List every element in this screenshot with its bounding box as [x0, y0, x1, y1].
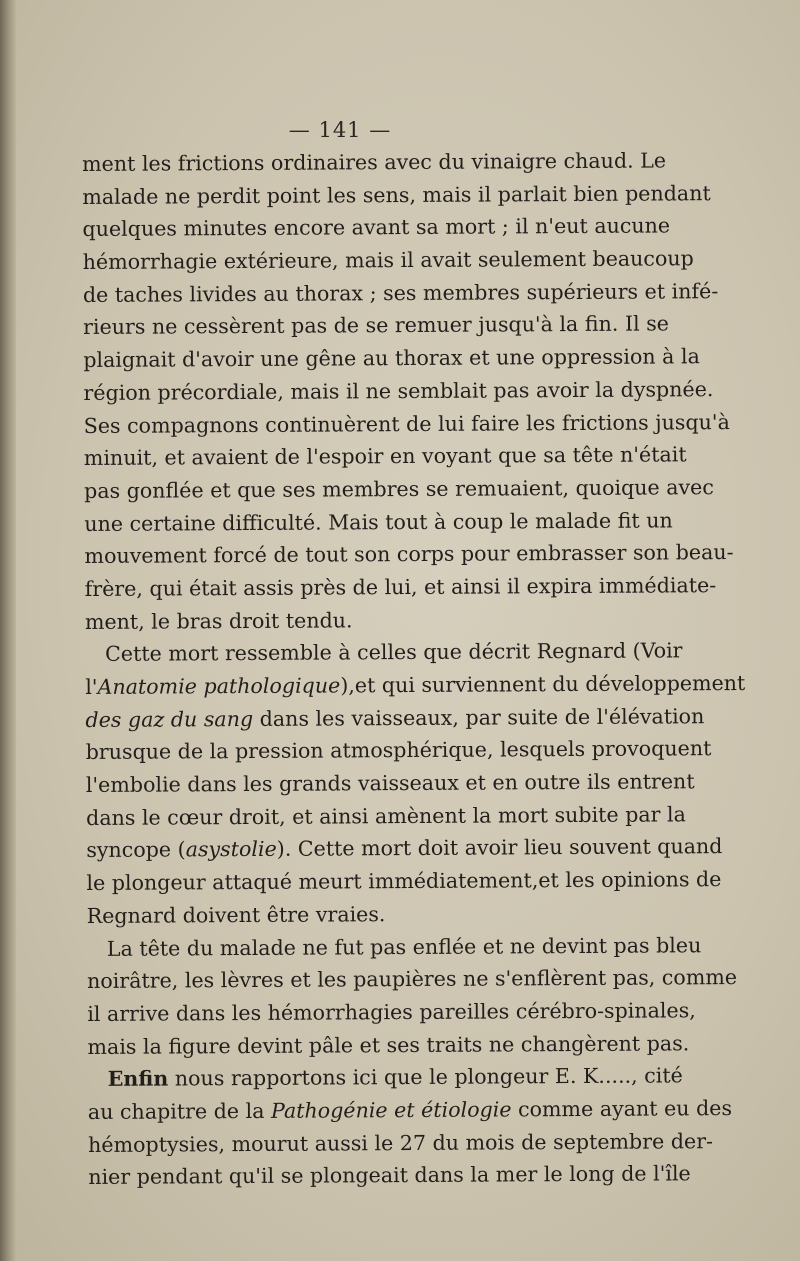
text-line [84, 570, 717, 606]
text-line [83, 406, 730, 442]
text-segment: plaignait d'avoir une gêne au thorax et une oppression à la [83, 344, 700, 373]
text-line [82, 145, 667, 181]
text-line [85, 635, 683, 671]
text-line [87, 896, 647, 932]
text-segment: une certaine difficulté. Mais tout à coup le malade fit un [84, 507, 673, 536]
text-line [85, 700, 705, 736]
text-line [83, 341, 700, 377]
text-segment: Regnard doivent être vraies. [86, 901, 386, 928]
italic-text: des gaz du sang [85, 706, 254, 732]
text-line [87, 929, 702, 965]
italic-text: Anatomie pathologique [97, 673, 341, 699]
text-line [83, 439, 687, 475]
text-line [87, 962, 738, 998]
text-line [87, 1027, 690, 1063]
text-segment: ),et qui surviennent du développement [340, 670, 746, 698]
book-spine-shadow [0, 0, 16, 1261]
text-segment: Ses compagnons continuèrent de lui faire les frictions jusqu'à [83, 409, 730, 438]
text-segment: de taches livides au thorax ; ses membres supérieurs et infé- [82, 278, 719, 307]
text-line [86, 798, 686, 834]
text-line [88, 1125, 714, 1161]
text-line [82, 275, 719, 311]
text-line [85, 602, 645, 638]
text-segment: région précordiale, mais il ne semblait pas avoir la dyspnée. [83, 376, 714, 405]
text-line [86, 831, 723, 867]
text-line [84, 471, 714, 507]
text-line [85, 733, 712, 769]
text-segment: l' [85, 674, 98, 699]
text-segment: minuit, et avaient de l'espoir en voyant que sa tête n'était [83, 442, 687, 471]
text-line [82, 243, 694, 279]
italic-text: asystolie [185, 837, 277, 862]
text-line [87, 994, 696, 1030]
text-segment: mouvement forcé de tout son corps pour embrasser son beau- [84, 540, 734, 569]
bold-text: Enfin [107, 1066, 169, 1092]
text-segment: il arrive dans les hémorrhagies pareilles cérébro-spinales, [87, 998, 696, 1026]
text-segment: malade ne perdit point les sens, mais il parlait bien pendant [82, 180, 711, 209]
text-segment: ). Cette mort doit avoir lieu souvent quand [276, 834, 723, 862]
text-segment: hémoptysies, mourut aussi le 27 du mois de septembre der- [88, 1128, 714, 1157]
text-line [85, 668, 746, 704]
text-segment: frère, qui était assis près de lui, et ainsi il expira immédiate- [84, 573, 717, 601]
text-line [82, 210, 671, 246]
text-segment: noirâtre, les lèvres et les paupières ne s'enflèrent pas, comme [87, 965, 738, 994]
text-line [84, 504, 673, 540]
text-segment: La tête du malade ne fut pas enflée et ne devint pas bleu [106, 932, 702, 961]
text-segment: mais la figure devint pâle et ses traits ne changèrent pas. [87, 1030, 690, 1059]
text-line [84, 537, 734, 573]
text-segment: dans le cœur droit, et ainsi amènent la mort subite par la [86, 802, 686, 830]
text-segment: nier pendant qu'il se plongeait dans la mer le long de l'île [88, 1161, 691, 1190]
text-segment: le plongeur attaqué meurt immédiatement,et les opinions de [86, 867, 722, 896]
text-line [83, 308, 670, 344]
text-segment: ment les frictions ordinaires avec du vinaigre chaud. Le [82, 148, 667, 176]
text-line [87, 1092, 733, 1128]
text-segment: l'embolie dans les grands vaisseaux et en outre ils entrent [85, 769, 695, 798]
text-segment: hémorrhagie extérieure, mais il avait seulement beaucoup [82, 246, 694, 275]
text-segment: au chapitre de la [87, 1098, 272, 1124]
text-line [88, 1158, 691, 1194]
body-text [82, 145, 746, 1194]
text-segment: syncope ( [86, 837, 186, 863]
text-line [82, 177, 711, 213]
text-segment: brusque de la pression atmosphérique, lesquels provoquent [85, 736, 712, 765]
page-number: — 141 — [288, 118, 392, 142]
text-line [83, 373, 714, 409]
text-segment: pas gonflée et que ses membres se remuaient, quoique avec [84, 475, 714, 503]
italic-text: Pathogénie et étiologie [270, 1097, 512, 1123]
text-segment: dans les vaisseaux, par suite de l'élévation [253, 703, 705, 731]
text-segment: nous rapportons ici que le plongeur E. K....., cité [168, 1063, 683, 1091]
text-segment: comme ayant eu des [511, 1095, 733, 1122]
text-segment: rieurs ne cessèrent pas de se remuer jusqu'à la fin. Il se [83, 311, 670, 340]
text-segment: ment, le bras droit tendu. [84, 607, 353, 634]
text-segment: Cette mort ressemble à celles que décrit Regnard (Voir [105, 638, 683, 667]
text-line [85, 766, 695, 802]
text-segment: quelques minutes encore avant sa mort ; il n'eut aucune [82, 213, 671, 242]
text-line [88, 1060, 683, 1096]
text-line [86, 864, 722, 900]
